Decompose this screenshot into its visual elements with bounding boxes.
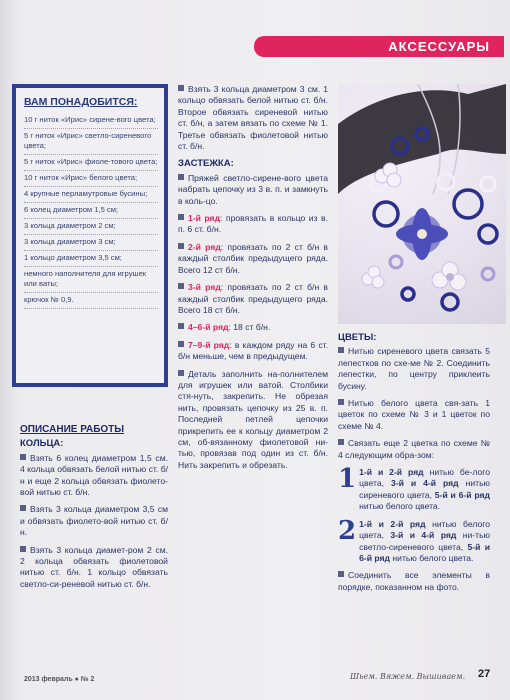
- clasp-intro: Пряжей светло-сирене-вого цвета набрать цепочку из 3 в. п. и замкнуть в коль-цо.: [178, 172, 328, 206]
- flower-variant-1: [338, 464, 491, 513]
- material-item: 1 кольцо диаметром 3,5 см;: [24, 251, 158, 267]
- bullet-icon: [338, 399, 344, 405]
- rings-paragraph-2: Взять 3 кольца диаметром 3,5 см и обвязать фиолето-вой нитью ст. б/н.: [20, 504, 168, 538]
- material-item: 10 г ниток «Ирис» сирене-вого цвета;: [24, 113, 158, 129]
- material-item: 5 г ниток «Ирис» фиоле-тового цвета;: [24, 155, 158, 171]
- bullet-icon: [20, 546, 26, 552]
- bullet-icon: [20, 505, 26, 511]
- flowers-paragraph-3: Связать еще 2 цветка по схеме № 4 следующим обра-зом:: [338, 438, 490, 460]
- necklace-illustration: [338, 84, 506, 324]
- material-item: крючок № 0,9.: [24, 293, 158, 309]
- materials-list: [24, 113, 158, 309]
- bullet-icon: [178, 283, 184, 289]
- bullet-icon: [178, 243, 184, 249]
- magazine-name: Шьем. Вяжем. Вышиваем.: [350, 672, 466, 681]
- bullet-icon: [178, 174, 184, 180]
- bullet-icon: [338, 571, 344, 577]
- material-item: 3 кольца диаметром 3 см;: [24, 235, 158, 251]
- materials-title: ВАМ ПОНАДОБИТСЯ:: [24, 96, 138, 108]
- rings-paragraph-4: Взять 3 кольца диаметром 3 см. 1 кольцо обвязать белой нитью ст. б/н. Второе обвязать сиреневой нитью ст. б/н, а затем вязать по схеме № 1. Третье обвязать фиолетовой нитью ст. б/н.: [178, 84, 328, 152]
- material-item: 4 крупные перламутровые бусины;: [24, 187, 158, 203]
- clasp-final: Деталь заполнить на-полнителем для игрушек или ватой. Столбики стя-нуть, закрепить. Не обрезая нить, провязать цепочку из 25 в. п. Последней петлей цепочки прикрепить ее к кольцу диаметром 2 см, об-вязанному фиолетовой ни-тью, провязав под один из ст. б/н. Нить закрепить и обрезать.: [178, 368, 328, 470]
- bullet-icon: [178, 323, 184, 329]
- clasp-title: ЗАСТЕЖКА:: [178, 158, 234, 170]
- rings-paragraph-1: Взять 6 колец диаметром 1,5 см. 4 кольца обвязать белой нитью ст. б/н и еще 2 кольца обвязать фиолето-вой нитью ст. б/н.: [20, 452, 168, 498]
- materials-box: [12, 84, 168, 387]
- bullet-icon: [338, 439, 344, 445]
- bullet-icon: [178, 214, 184, 220]
- bullet-icon: [338, 347, 344, 353]
- bullet-icon: [178, 370, 184, 376]
- rings-title: КОЛЬЦА:: [20, 438, 64, 450]
- page-number: 27: [478, 668, 491, 680]
- clasp-row: 7–9-й ряд: в каждом ряду на 6 ст. б/н меньше, чем в предыдущем.: [178, 339, 329, 362]
- flowers-paragraph-1: Нитью сиреневого цвета связать 5 лепестков по схе-ме № 2. Соединить лепестки, по центру приклеить бусину.: [338, 346, 490, 391]
- clasp-row: 3-й ряд: провязать по 2 ст б/н в каждый столбик предыдущего ряда. Всего 18 ст б/н.: [178, 282, 328, 315]
- work-description-title: ОПИСАНИЕ РАБОТЫ: [20, 424, 125, 435]
- issue-date: 2013 февраль ● № 2: [24, 676, 95, 683]
- step-number: 2: [338, 515, 357, 546]
- flowers-title: ЦВЕТЫ:: [338, 332, 377, 343]
- material-item: 6 колец диаметром 1,5 см;: [24, 203, 158, 219]
- material-item: 5 г ниток «Ирис» светло-сиреневого цвета;: [24, 129, 158, 155]
- flower-variant-2: [338, 515, 490, 565]
- bullet-icon: [178, 85, 184, 91]
- material-item: немного наполнителя для игрушек или ваты;: [24, 267, 158, 293]
- clasp-row: 2-й ряд: провязать по 2 ст б/н в каждый столбик предыдущего ряда. Всего 12 ст б/н.: [178, 241, 328, 275]
- bullet-icon: [20, 454, 26, 460]
- rings-paragraph-3: Взять 3 кольца диамет-ром 2 см. 2 кольца обвязать фиолетовой нитью ст. б/н. 1 кольцо обвязать светло-си-реневой нитью ст. б/н.: [20, 544, 168, 589]
- clasp-row: 1-й ряд: провязать в кольцо из в. п. 6 ст. б/н.: [178, 213, 328, 235]
- clasp-row: 4–6-й ряд: 18 ст б/н.: [178, 322, 328, 333]
- flowers-column: [338, 332, 490, 599]
- necklace-photo: [338, 84, 506, 324]
- step-text: 1-й и 2-й ряд нитью бе-лого цвета, 3-й и 4-й ряд нитью сиреневого цвета, 5-й и 6-й ряд нитью белого цвета.: [359, 467, 491, 512]
- material-item: 3 кольца диаметром 2 см;: [24, 219, 158, 235]
- clasp-rows: [178, 213, 328, 362]
- section-banner: АКСЕССУАРЫ: [254, 36, 504, 57]
- flowers-paragraph-4: Соединить все элементы в порядке, показанном на фото.: [338, 570, 490, 592]
- bullet-icon: [178, 341, 184, 347]
- material-item: 10 г ниток «Ирис» белого цвета;: [24, 171, 158, 187]
- flowers-paragraph-2: Нитью белого цвета свя-зать 1 цветок по схеме № 3 и 1 цветок по схеме № 4.: [338, 398, 490, 431]
- step-number: 1: [338, 464, 357, 495]
- step-text: 1-й и 2-й ряд нитью белого цвета, 3-й и 4-й ряд ни-тью светло-сиреневого цвета, 5-й и 6-й ряд нитью белого цвета.: [359, 518, 490, 563]
- work-description-column: [20, 418, 168, 596]
- clasp-column: [178, 84, 328, 477]
